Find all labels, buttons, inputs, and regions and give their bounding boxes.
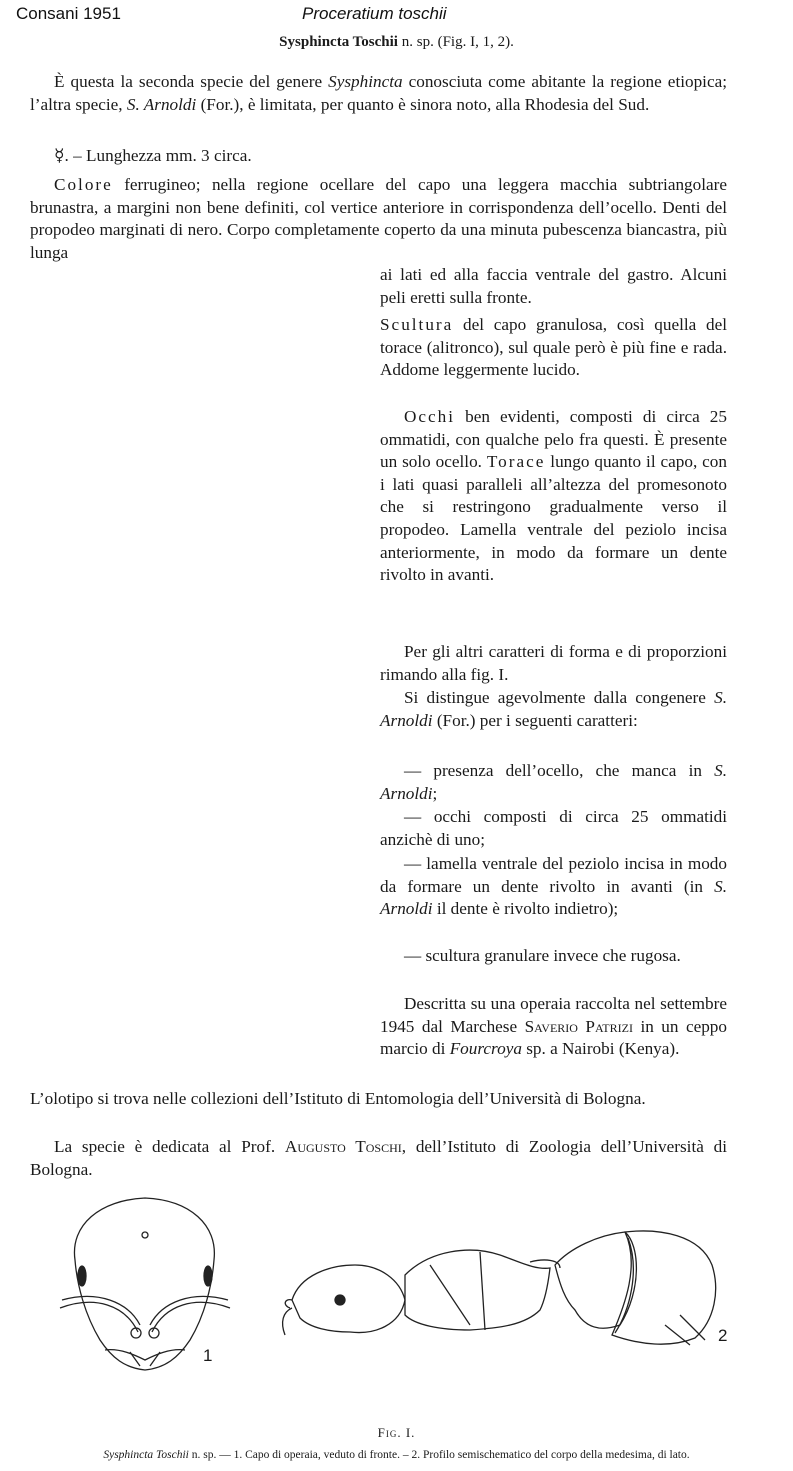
dedica-text-2: , dell’Istituto di Zoologia dell’Università di Bologna. [30,1137,727,1179]
bullet-lamella [380,853,727,921]
caption-species: Sysphincta Toschii [103,1449,189,1461]
torace-text: lungo quanto il capo, con i lati quasi paralleli all’altezza del promesonoto che si restringono gradualmente verso il propodeo. Lamella ventrale del peziolo incisa anteriormente, in modo da formare un dente rivolto in avanti. [380,452,727,585]
ant-head-front-view [60,1198,230,1370]
figure-number-2: 2 [718,1326,728,1345]
figure-caption [40,1448,753,1462]
species-heading [0,34,793,51]
descritta-text-1: Descritta su una operaia raccolta nel settembre 1945 dal Marchese [380,994,727,1036]
distingue-paragraph [380,687,727,732]
bullet-3-text: — lamella ventrale del peziolo incisa in modo da formare un dente rivolto in avanti (in [380,854,727,896]
bullet-occhi: — occhi composti di circa 25 ommatidi anzichè di uno; [380,807,727,849]
bullet-ocello [380,760,727,805]
dedica-paragraph [30,1136,727,1181]
altri-paragraph: Per gli altri caratteri di forma e di proporzioni rimando alla fig. I. [380,642,727,684]
dedica-text-1: La specie è dedicata al Prof. [54,1137,285,1156]
ant-body-profile [283,1231,716,1345]
color-text: ferrugineo; nella regione ocellare del capo una leggera macchia subtriangolare brunastra, a margini non bene definiti, col vertice anteriore in corrispondenza dell’ocello. Denti del propodeo marginati di nero. Corpo completamente coperto da una minuta pubescenza biancastra, più lunga [30,175,727,262]
distingue-text-2: (For.) per i seguenti caratteri: [432,710,638,730]
occhi-head: Occhi [404,407,456,426]
bullet-1-species: S. Arnoldi [380,761,727,803]
collector-name: Saverio Patrizi [524,1016,633,1036]
intro-text-1: È questa la seconda specie del genere [54,72,329,91]
distingue-text-1: Si distingue agevolmente dalla congenere [404,688,715,707]
heading-rest: n. sp. (Fig. I, 1, 2). [397,34,514,50]
species-name-annotation: Proceratium toschii [302,4,447,23]
bullet-3-species: S. Arnoldi [380,876,727,919]
worker-length-line: ☿. – Lunghezza mm. 3 circa. [54,146,252,165]
bullet-1-end: ; [432,783,438,803]
torace-head: Torace [486,452,546,472]
figure-number-1: 1 [203,1346,213,1365]
descritta-text-2: in un ceppo marcio di [380,1016,727,1059]
intro-genus: Sysphincta [328,72,403,91]
color-paragraph-continued: ai lati ed alla faccia ventrale del gastro. Alcuni peli eretti sulla fronte. [380,265,727,307]
olotipo-paragraph: L’olotipo si trova nelle collezioni dell’Istituto di Entomologia dell’Università di Bologna. [30,1089,646,1108]
color-paragraph [30,174,727,264]
bullet-scultura: — scultura granulare invece che rugosa. [404,946,681,965]
heading-name: Sysphincta Toschii [279,34,398,50]
figure-I [0,1190,793,1390]
descritta-text-3: sp. a Nairobi (Kenya). [521,1039,680,1059]
descritta-paragraph [380,993,727,1061]
intro-paragraph [30,71,727,116]
distingue-species: S. Arnoldi [380,688,727,730]
intro-text-3: (For.), è limitata, per quanto è sinora noto, alla Rhodesia del Sud. [196,94,650,114]
occhi-text: ben evidenti, composti di circa 25 ommatidi, con qualche pelo fra questi. È presente un solo ocello. [380,407,727,472]
intro-species: S. Arnoldi [126,94,197,114]
dedicatee-name: Augusto Toschi [284,1137,402,1156]
bullet-3-end: il dente è rivolto indietro); [432,899,619,919]
plant-genus: Fourcroya [449,1039,522,1059]
scultura-text: del capo granulosa, così quella del torace (alitronco), sul quale però è più fine e rada. Addome leggermente lucido. [380,315,727,380]
figure-label: Fig. I. [377,1425,416,1440]
author-year-annotation: Consani 1951 [16,4,121,23]
scultura-paragraph [380,314,727,382]
scultura-head: Scultura [380,315,454,334]
occhi-paragraph [380,406,727,587]
ant-drawings [0,1190,793,1390]
caption-text: n. sp. — 1. Capo di operaia, veduto di fronte. – 2. Profilo semischematico del corpo della medesima, di lato. [188,1449,690,1461]
bullet-1-text: — presenza dell’ocello, che manca in [404,761,715,780]
intro-text-2: conosciuta come abitante la regione etiopica; l’altra specie, [30,72,727,114]
color-head: Colore [54,175,113,194]
